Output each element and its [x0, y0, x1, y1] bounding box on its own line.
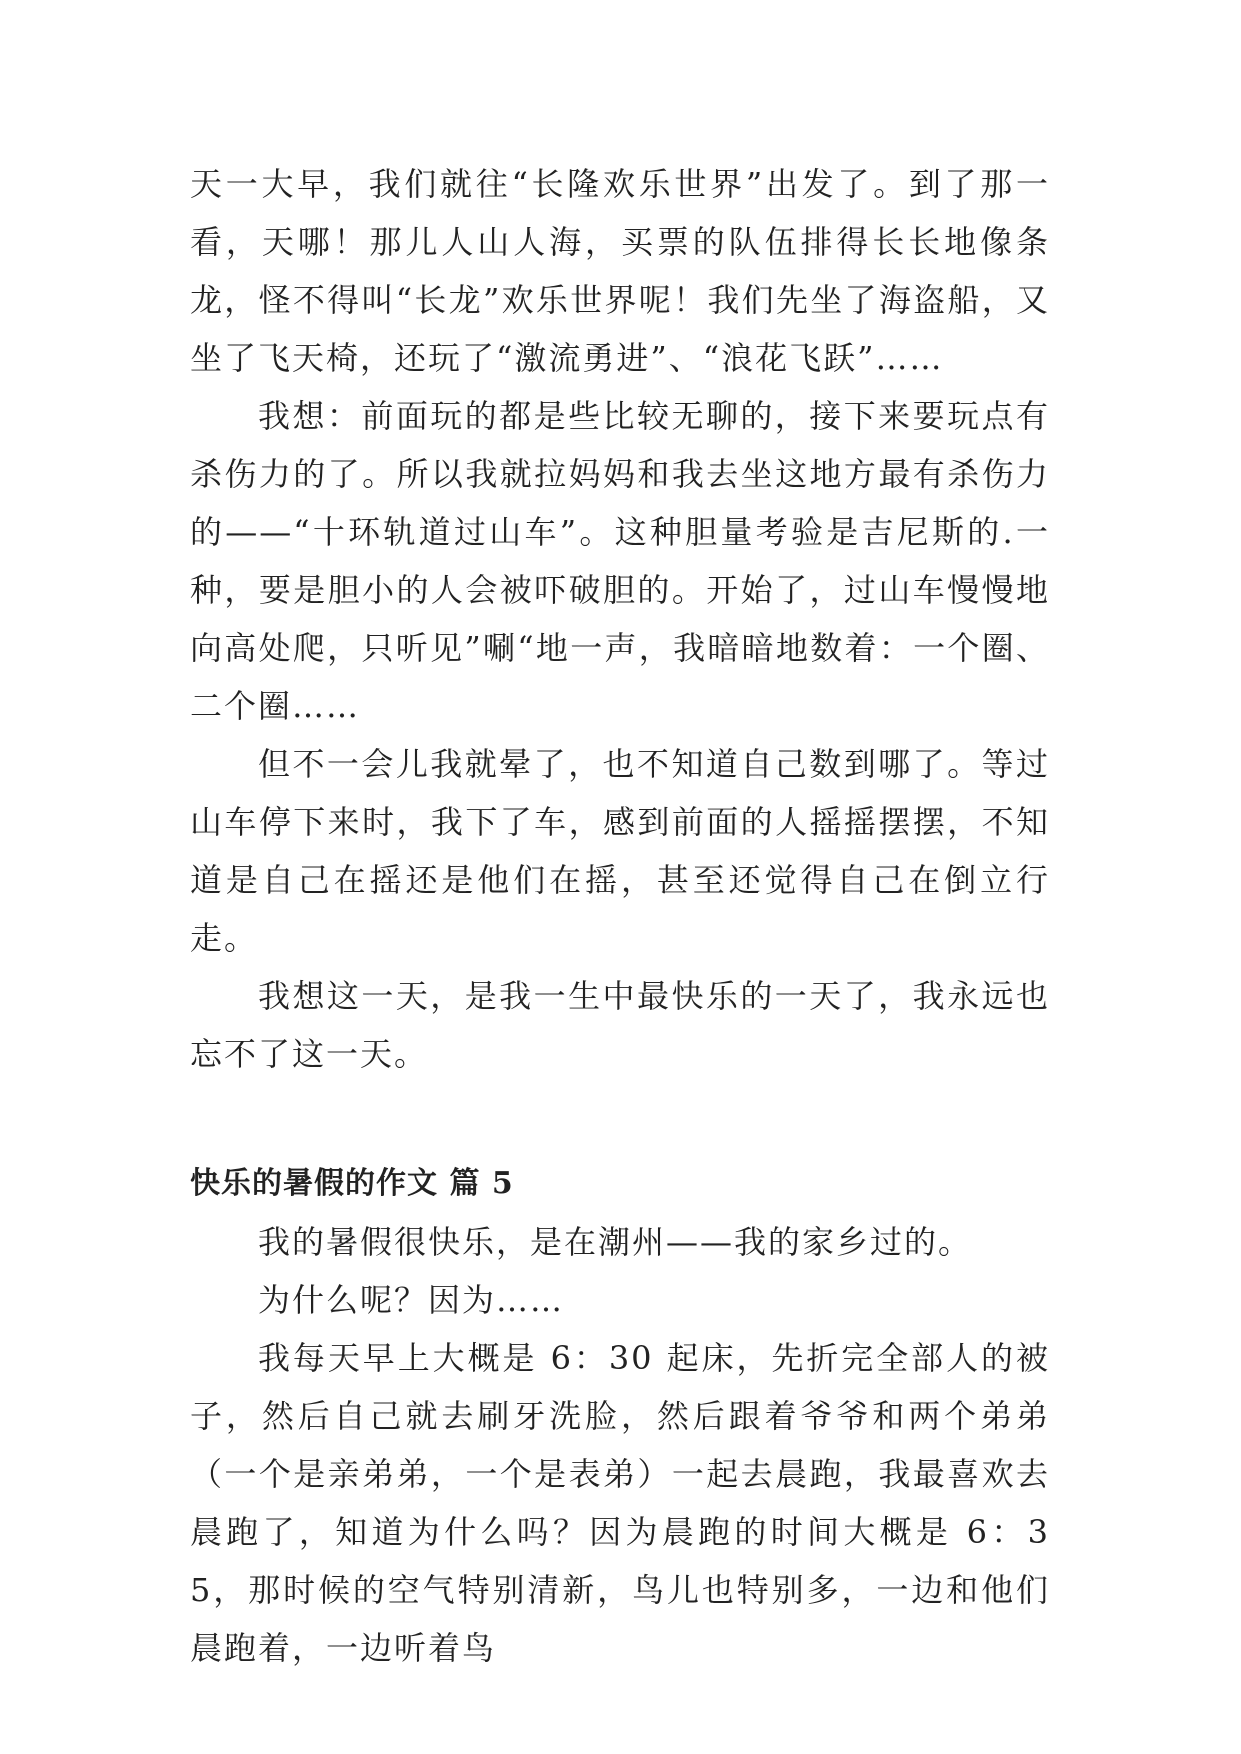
section-heading: 快乐的暑假的作文 篇 5 — [190, 1166, 514, 1201]
paragraph: 我的暑假很快乐，是在潮州——我的家乡过的。 — [258, 1223, 973, 1261]
paragraph: 我想这一天，是我一生中最快乐的一天了，我永远也忘不了这一天。 — [190, 977, 1050, 1073]
paragraph: 天一大早，我们就往“长隆欢乐世界”出发了。到了那一看，天哪！那儿人山人海，买票的队伍排得长长地像条龙，怪不得叫“长龙”欢乐世界呢！我们先坐了海盗船，又坐了飞天椅，还玩了“激流勇进”、“浪花飞跃”…… — [190, 165, 1050, 377]
paragraph: 我想：前面玩的都是些比较无聊的，接下来要玩点有杀伤力的了。所以我就拉妈妈和我去坐这地方最有杀伤力的——“十环轨道过山车”。这种胆量考验是吉尼斯的.一种，要是胆小的人会被吓破胆的。开始了，过山车慢慢地向高处爬，只听见”唰“地一声，我暗暗地数着：一个圈、二个圈…… — [190, 397, 1050, 725]
paragraph: 但不一会儿我就晕了，也不知道自己数到哪了。等过山车停下来时，我下了车，感到前面的人摇摇摆摆，不知道是自己在摇还是他们在摇，甚至还觉得自己在倒立行走。 — [190, 745, 1050, 957]
paragraph: 我每天早上大概是 6：30 起床，先折完全部人的被子，然后自己就去刷牙洗脸，然后跟着爷爷和两个弟弟（一个是亲弟弟，一个是表弟）一起去晨跑，我最喜欢去晨跑了，知道为什么吗？因为晨跑的时间大概是 6：35，那时候的空气特别清新，鸟儿也特别多，一边和他们晨跑着，一边听着鸟 — [190, 1339, 1050, 1667]
document-page — [190, 155, 1050, 1677]
paragraph: 为什么呢？因为…… — [258, 1281, 565, 1319]
section-spacer — [190, 1083, 1050, 1155]
